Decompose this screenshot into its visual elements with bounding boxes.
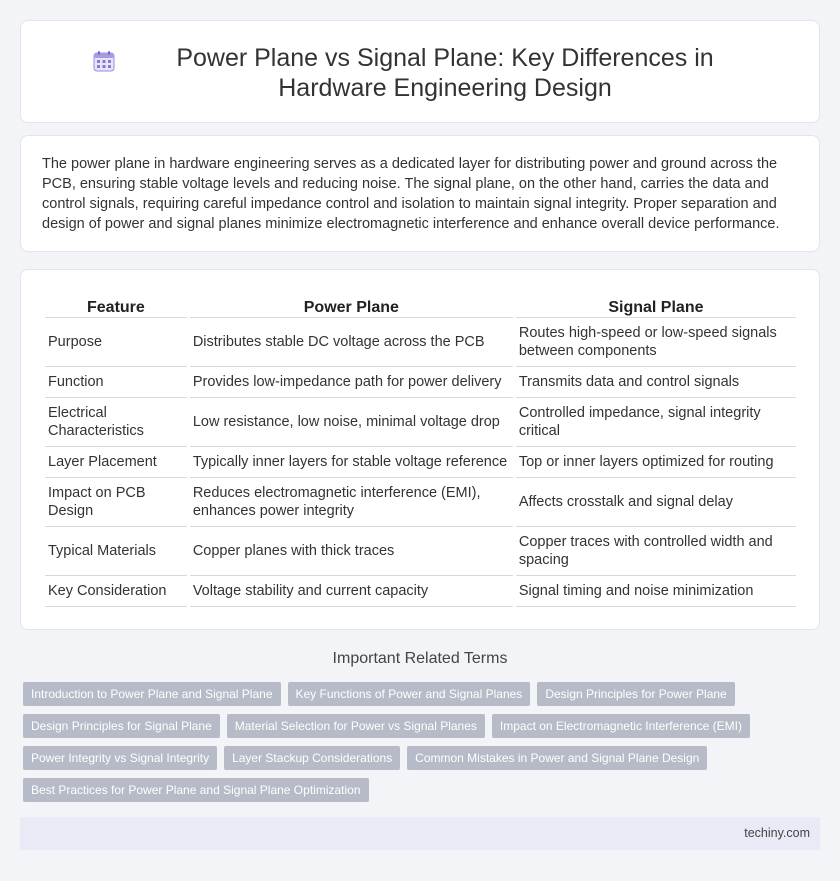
comparison-table (42, 296, 799, 607)
cell-signal: Transmits data and control signals (516, 367, 796, 398)
cell-feature: Layer Placement (45, 447, 187, 478)
cell-feature: Function (45, 367, 187, 398)
related-term-link[interactable]: Material Selection for Power vs Signal Planes (227, 714, 485, 738)
page-title: Power Plane vs Signal Plane: Key Differences in Hardware Engineering Design (176, 44, 714, 102)
table-header-row (45, 296, 796, 318)
related-term-link[interactable]: Impact on Electromagnetic Interference (EMI) (492, 714, 750, 738)
related-term-link[interactable]: Common Mistakes in Power and Signal Plane Design (407, 746, 707, 770)
table-row (45, 398, 796, 447)
cell-power: Copper planes with thick traces (190, 527, 513, 576)
cell-feature: Typical Materials (45, 527, 187, 576)
cell-signal: Affects crosstalk and signal delay (516, 478, 796, 527)
table-row (45, 576, 796, 607)
related-term-link[interactable]: Design Principles for Signal Plane (23, 714, 220, 738)
comparison-card (20, 269, 820, 630)
table-row (45, 318, 796, 367)
cell-signal: Signal timing and noise minimization (516, 576, 796, 607)
header-signal-plane: Signal Plane (516, 296, 796, 318)
cell-power: Reduces electromagnetic interference (EMI), enhances power integrity (190, 478, 513, 527)
table-row (45, 478, 796, 527)
footer-site-name: techiny.com (744, 826, 810, 840)
table-row (45, 447, 796, 478)
related-term-link[interactable]: Key Functions of Power and Signal Planes (288, 682, 531, 706)
cell-signal: Routes high-speed or low-speed signals between components (516, 318, 796, 367)
cell-signal: Copper traces with controlled width and spacing (516, 527, 796, 576)
related-term-link[interactable]: Power Integrity vs Signal Integrity (23, 746, 217, 770)
table-row (45, 527, 796, 576)
cell-power: Provides low-impedance path for power delivery (190, 367, 513, 398)
cell-power: Low resistance, low noise, minimal voltage drop (190, 398, 513, 447)
header-feature: Feature (45, 296, 187, 318)
title-wrap (21, 43, 819, 103)
related-term-link[interactable]: Design Principles for Power Plane (537, 682, 734, 706)
intro-card (20, 135, 820, 252)
related-terms-list (23, 682, 813, 802)
cell-feature: Electrical Characteristics (45, 398, 187, 447)
related-terms-heading: Important Related Terms (332, 650, 508, 667)
cell-power: Typically inner layers for stable voltage reference (190, 447, 513, 478)
cell-signal: Top or inner layers optimized for routing (516, 447, 796, 478)
cell-signal: Controlled impedance, signal integrity critical (516, 398, 796, 447)
calendar-grid-icon (93, 50, 115, 72)
cell-power: Distributes stable DC voltage across the PCB (190, 318, 513, 367)
title-card (20, 20, 820, 123)
cell-feature: Purpose (45, 318, 187, 367)
related-term-link[interactable]: Introduction to Power Plane and Signal Plane (23, 682, 281, 706)
related-term-link[interactable]: Layer Stackup Considerations (224, 746, 400, 770)
cell-power: Voltage stability and current capacity (190, 576, 513, 607)
related-term-link[interactable]: Best Practices for Power Plane and Signal Plane Optimization (23, 778, 369, 802)
footer (20, 817, 820, 850)
intro-paragraph: The power plane in hardware engineering serves as a dedicated layer for distributing power and ground across the PCB, ensuring stable voltage levels and reducing noise. The signal plane, on the other hand, carries the data and control signals, requiring careful impedance control and isolation to maintain signal integrity. Proper separation and design of power and signal planes minimize electromagnetic interference and enhance overall device performance. (42, 156, 780, 232)
cell-feature: Impact on PCB Design (45, 478, 187, 527)
table-row (45, 367, 796, 398)
header-power-plane: Power Plane (190, 296, 513, 318)
cell-feature: Key Consideration (45, 576, 187, 607)
